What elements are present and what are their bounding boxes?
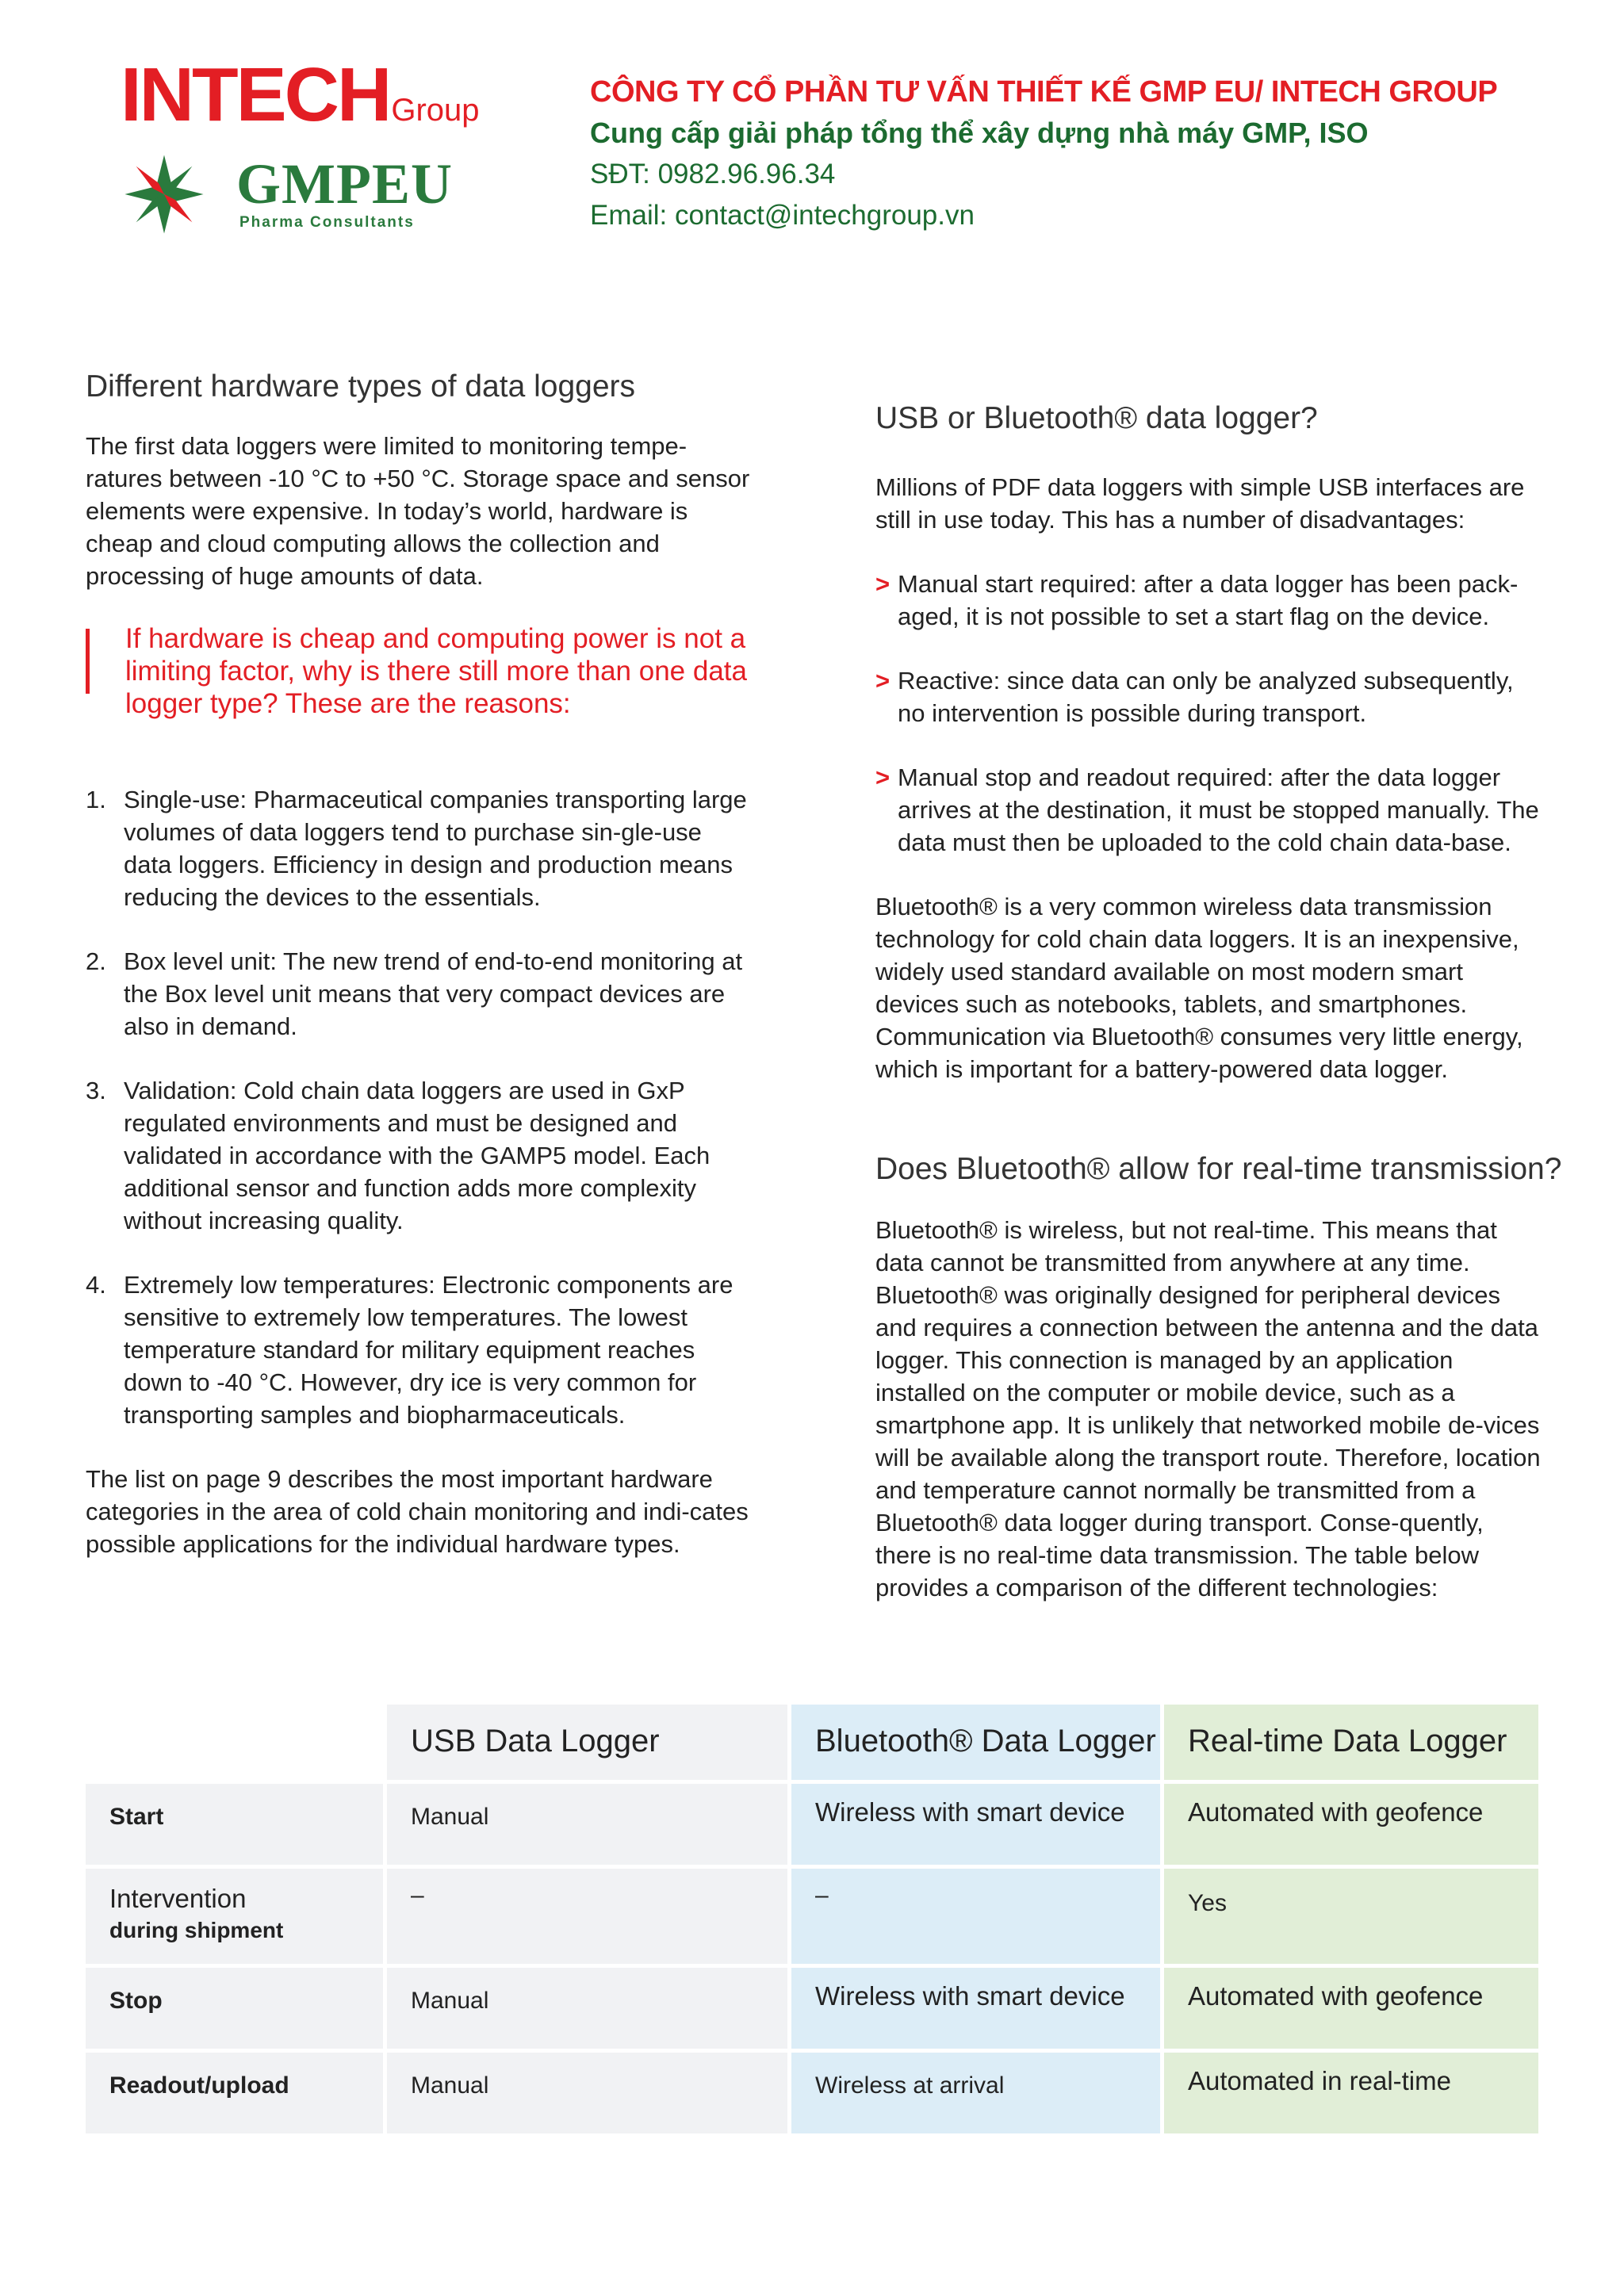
row-label: Stop (86, 1968, 383, 2049)
right-column (875, 398, 1562, 1604)
section-title-realtime: Does Bluetooth® allow for real-time transmission? (875, 1152, 1562, 1186)
left-column (86, 366, 752, 1560)
intech-logo-text: INTECH (121, 52, 390, 137)
intech-logo-group: Group (391, 93, 480, 128)
table-row (86, 2053, 1538, 2133)
list-item: 3. Validation: Cold chain data loggers are used in GxP regulated environments and must be designed and validated in accordance with the GAMP5 model. Each additional sensor and function adds more complexity without increasing quality. (86, 1077, 710, 1234)
company-phone: SĐT: 0982.96.96.34 (590, 159, 836, 189)
list-item: > Manual stop and readout required: after the data logger arrives at the destination, it must be stopped manually. The data must then be uploaded to the cold chain data-base. (875, 763, 1539, 856)
table-row (86, 1784, 1538, 1865)
table-header-realtime: Real-time Data Logger (1164, 1705, 1538, 1780)
cell-bluetooth: Wireless at arrival (791, 2053, 1160, 2133)
company-email: Email: contact@intechgroup.vn (590, 200, 975, 231)
row-label: Intervention during shipment (86, 1869, 383, 1964)
usb-intro-paragraph: Millions of PDF data loggers with simple USB interfaces are still in use today. This has a number of disadvantages: (875, 473, 1525, 534)
table-row (86, 1968, 1538, 2049)
closing-paragraph: The list on page 9 describes the most important hardware categories in the area of cold chain monitoring and indi-cates possible applications for the individual hardware types. (86, 1465, 749, 1558)
hardware-intro-paragraph: The first data loggers were limited to monitoring tempe-ratures between -10 °C to +50 °C. Storage space and sensor elements were expensive. In today’s world, hardware is cheap and cloud computing allows the collection and processing of huge amounts of data. (86, 432, 750, 590)
company-info (590, 71, 1497, 236)
gmpeu-logo-mark-icon (117, 147, 211, 241)
company-name: CÔNG TY CỔ PHẦN TƯ VẤN THIẾT KẾ GMP EU/ INTECH GROUP (590, 75, 1498, 109)
company-tagline: Cung cấp giải pháp tổng thể xây dựng nhà máy GMP, ISO (590, 117, 1369, 149)
cell-usb: – (387, 1869, 787, 1964)
list-item: 1. Single-use: Pharmaceutical companies transporting large volumes of data loggers tend to purchase sin-gle-use data loggers. Efficiency in design and production means reducing the devices to the essentials. (86, 786, 747, 911)
cell-usb: Manual (387, 1968, 787, 2049)
table-row (86, 1869, 1538, 1964)
cell-usb: Manual (387, 2053, 787, 2133)
cell-realtime: Yes (1164, 1869, 1538, 1964)
highlight-quote: If hardware is cheap and computing power is not a limiting factor, why is there still more than one data logger type? These are the reasons: (86, 622, 752, 720)
section-title-usb-or-bluetooth: USB or Bluetooth® data logger? (875, 401, 1318, 435)
cell-realtime: Automated with geofence (1164, 1784, 1538, 1865)
cell-usb: Manual (387, 1784, 787, 1865)
list-item: 2. Box level unit: The new trend of end-to-end monitoring at the Box level unit means that very compact devices are also in demand. (86, 947, 743, 1040)
realtime-paragraph: Bluetooth® is wireless, but not real-time. This means that data cannot be transmitted from anywhere at any time. Bluetooth® was originally designed for peripheral devices and requires a connection between the antenna and the data logger. This connection is managed by an application installed on the computer or mobile device, such as a smartphone app. It is unlikely that networked mobile de-vices will be available along the transport route. Therefore, location and temperature cannot normally be transmitted from a Bluetooth® data logger during transport. Conse-quently, there is no real-time data transmission. The table below provides a comparison of the different technologies: (875, 1216, 1541, 1601)
list-item: > Manual start required: after a data logger has been pack-aged, it is not possible to set a start flag on the device. (875, 570, 1519, 630)
table-header-row (86, 1705, 1538, 1780)
section-title-hardware-types: Different hardware types of data loggers (86, 369, 636, 404)
gmpeu-logo-text: GMPEU (236, 152, 453, 216)
reasons-list (86, 783, 752, 1431)
table-header-usb: USB Data Logger (387, 1705, 787, 1780)
row-label: Start (86, 1784, 383, 1865)
table-header-bluetooth: Bluetooth® Data Logger (791, 1705, 1160, 1780)
list-item: > Reactive: since data can only be analyzed subsequently, no intervention is possible during transport. (875, 667, 1514, 727)
gmpeu-logo-subtitle: Pharma Consultants (239, 214, 415, 231)
cell-bluetooth: Wireless with smart device (791, 1784, 1160, 1865)
bluetooth-paragraph: Bluetooth® is a very common wireless data transmission technology for cold chain data loggers. It is an inexpensive, widely used standard available on most modern smart devices such as notebooks, tablets, and smartphones. Communication via Bluetooth® consumes very little energy, which is important for a battery-powered data logger. (875, 893, 1523, 1083)
list-item: 4. Extremely low temperatures: Electronic components are sensitive to extremely low temperatures. The lowest temperature standard for military equipment reaches down to -40 °C. However, dry ice is very common for transporting samples and biopharmaceuticals. (86, 1271, 733, 1429)
cell-bluetooth: Wireless with smart device (791, 1968, 1160, 2049)
table-header-empty (86, 1705, 383, 1780)
intech-logo (121, 52, 480, 137)
disadvantages-list (875, 568, 1542, 859)
row-label: Readout/upload (86, 2053, 383, 2133)
cell-realtime: Automated in real-time (1164, 2053, 1538, 2133)
cell-bluetooth: – (791, 1869, 1160, 1964)
comparison-table (86, 1705, 1538, 2137)
cell-realtime: Automated with geofence (1164, 1968, 1538, 2049)
